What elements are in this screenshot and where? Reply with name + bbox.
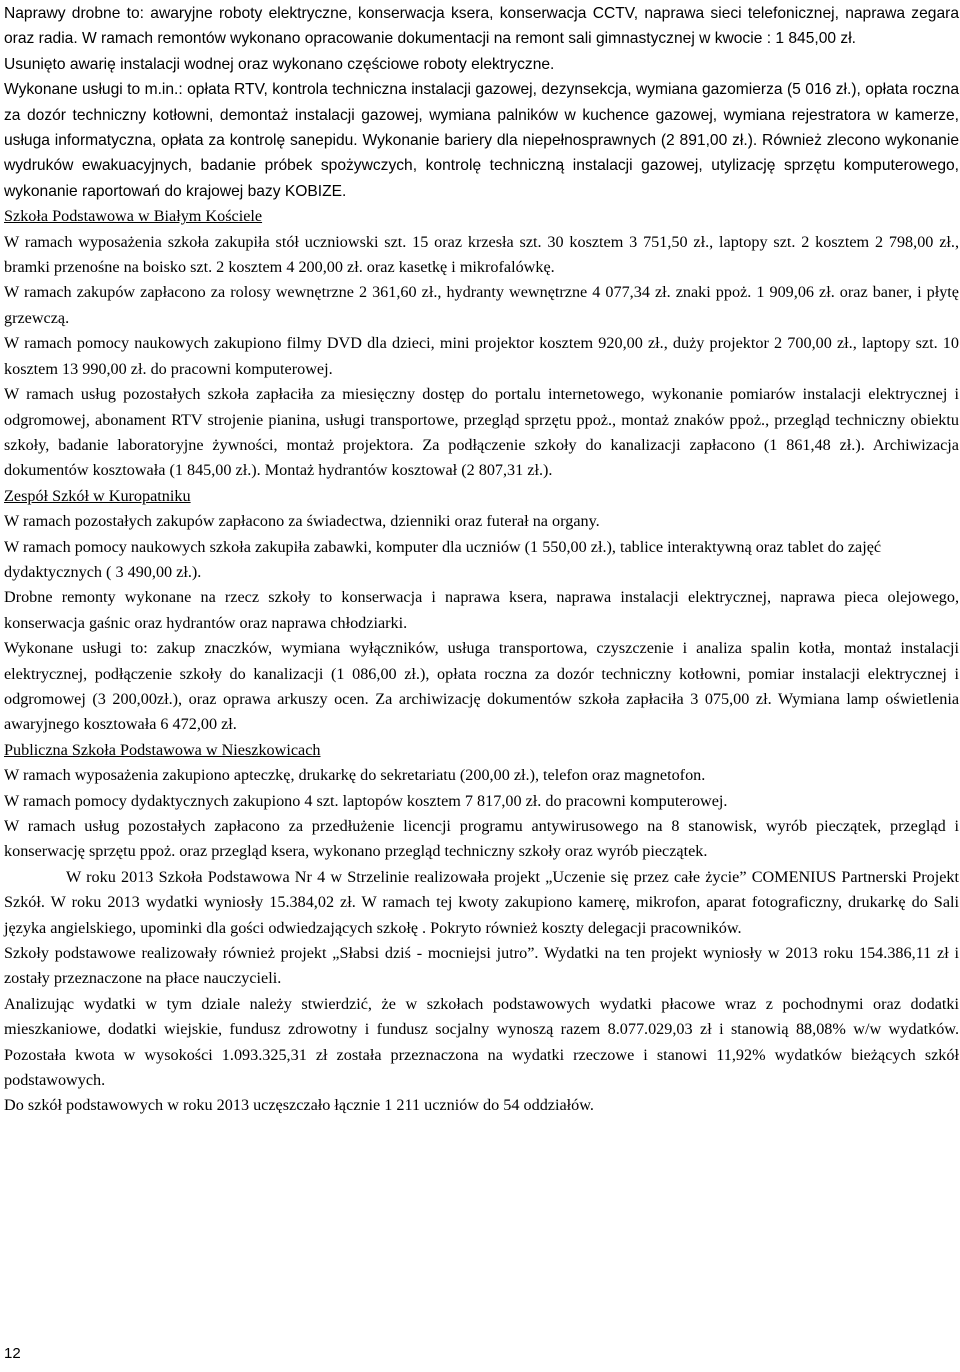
- paragraph: W ramach pomocy naukowych zakupiono filmy DVD dla dzieci, mini projektor kosztem 920,00 zł., duży projektor 2 700,00 zł., laptopy szt. 10 kosztem 13 990,00 zł. do pracowni komputerowej.: [4, 334, 959, 378]
- paragraph: W ramach pozostałych zakupów zapłacono za świadectwa, dzienniki oraz futerał na organy.: [4, 512, 600, 531]
- paragraph: Szkoły podstawowe realizowały również projekt „Słabsi dziś - mocniejsi jutro”. Wydatki na ten projekt wyniosły w 2013 roku 154.386,11 zł i zostały przeznaczone na płace nauczycieli.: [4, 944, 959, 988]
- section-heading: Zespół Szkół w Kuropatniku: [4, 486, 191, 505]
- page-number: 12: [4, 1345, 21, 1362]
- paragraph: W ramach pomocy dydaktycznych zakupiono 4 szt. laptopów kosztem 7 817,00 zł. do pracowni komputerowej.: [4, 791, 728, 810]
- paragraph: W ramach usług pozostałych szkoła zapłaciła za miesięczny dostęp do portalu internetowego, wykonanie pomiarów instalacji elektrycznej i odgromowej, abonament RTV strojenie pianina, usługi transportowe, przegląd sprzętu ppoż., montaż znaków ppoż., przegląd techniczny obiektu szkoły, badanie laboratoryjne żywności, montaż projektora. Za podłączenie szkoły do kanalizacji zapłacono (1 861,48 zł.). Archiwizacja dokumentów kosztowała (1 845,00 zł.). Montaż hydrantów kosztował (2 807,31 zł.).: [4, 385, 959, 480]
- paragraph: Naprawy drobne to: awaryjne roboty elektryczne, konserwacja ksera, konserwacja CCTV, naprawa sieci telefonicznej, naprawa zegara oraz radia. W ramach remontów wykonano opracowanie dokumentacji na remont sali gimnastycznej w kwocie : 1 845,00 zł.: [4, 5, 959, 48]
- paragraph: Usunięto awarię instalacji wodnej oraz wykonano częściowe roboty elektryczne.: [4, 55, 555, 73]
- section-heading: Publiczna Szkoła Podstawowa w Nieszkowicach: [4, 740, 321, 759]
- section-heading: Szkoła Podstawowa w Białym Kościele: [4, 207, 263, 226]
- paragraph: W ramach usług pozostałych zapłacono za przedłużenie licencji programu antywirusowego na 8 stanowisk, wyrób pieczątek, przegląd i konserwację sprzętu ppoż. oraz przegląd ksera, wykonano przegląd techniczny szkoły oraz wyrób pieczątek.: [4, 817, 959, 861]
- paragraph: Do szkół podstawowych w roku 2013 uczęszczało łącznie 1 211 uczniów do 54 oddziałów.: [4, 1096, 594, 1115]
- indented-paragraph: W roku 2013 Szkoła Podstawowa Nr 4 w Strzelinie realizowała projekt „Uczenie się przez całe życie” COMENIUS Partnerski Projekt Szkół. W roku 2013 wydatki wyniosły 15.384,02 zł. W ramach tej kwoty zakupiono kamerę, mikrofon, aparat fotograficzny, drukarkę do Sali języka angielskiego, upominki dla gości odwiedzających szkołę . Pokryto również koszty delegacji pracowników.: [4, 867, 959, 937]
- paragraph: Drobne remonty wykonane na rzecz szkoły to konserwacja i naprawa ksera, naprawa instalacji elektrycznej, naprawa pieca olejowego, konserwacja gaśnic oraz hydrantów oraz naprawa chłodziarki.: [4, 588, 959, 632]
- document-body: [4, 1, 959, 1119]
- paragraph: W ramach wyposażenia szkoła zakupiła stół uczniowski szt. 15 oraz krzesła szt. 30 kosztem 3 751,50 zł., laptopy szt. 2 kosztem 2 798,00 zł., bramki przenośne na boisko szt. 2 kosztem 4 200,00 zł. oraz kasetkę i mikrofalówkę.: [4, 232, 959, 277]
- paragraph: W ramach zakupów zapłacono za rolosy wewnętrzne 2 361,60 zł., hydranty wewnętrzne 4 077,34 zł. znaki ppoż. 1 909,06 zł. oraz baner, i płytę grzewczą.: [4, 283, 959, 327]
- paragraph: Analizując wydatki w tym dziale należy stwierdzić, że w szkołach podstawowych wydatki płacowe wraz z pochodnymi oraz dodatki mieszkaniowe, dodatki wiejskie, fundusz zdrowotny i fundusz socjalny wynoszą razem 8.077.029,03 zł i stanowią 88,08% w/w wydatków. Pozostała kwota w wysokości 1.093.325,31 zł została przeznaczona na wydatki rzeczowe i stanowi 11,92% wydatków bieżących szkół podstawowych.: [4, 994, 959, 1090]
- paragraph: W ramach wyposażenia zakupiono apteczkę, drukarkę do sekretariatu (200,00 zł.), telefon oraz magnetofon.: [4, 766, 706, 785]
- paragraph: Wykonane usługi to m.in.: opłata RTV, kontrola techniczna instalacji gazowej, dezynsekcja, wymiana gazomierza (5 016 zł.), opłata roczna za dozór techniczny kotłowni, demontaż instalacji gazowej, wymiana palników w kuchence gazowej, wymiana rejestratora w kamerze, usługa informatyczna, opłata za kontrolę sanepidu. Wykonanie bariery dla niepełnosprawnych (2 891,00 zł.). Również zlecono wykonanie wydruków ewakuacyjnych, badanie próbek spożywczych, kontrolę techniczną instalacji gazowej, utylizację sprzętu komputerowego, wykonanie raportowań do krajowej bazy KOBIZE.: [4, 81, 959, 200]
- paragraph: W ramach pomocy naukowych szkoła zakupiła zabawki, komputer dla uczniów (1 550,00 zł.), tablice interaktywną oraz tablet do zajęć dydaktycznych ( 3 490,00 zł.).: [4, 537, 882, 581]
- paragraph: Wykonane usługi to: zakup znaczków, wymiana wyłączników, usługa transportowa, czyszczenie i analiza spalin kotła, montaż instalacji elektrycznej, podłączenie szkoły do kanalizacji (1 086,00 zł.), opłata roczna za dozór techniczny kotłowni, pomiar instalacji elektrycznej i odgromowej (3 200,00zł.), oraz oprawa arkuszy ocen. Za archiwizację dokumentów szkoła zapłaciła 3 075,00 zł. Wymiana lamp oświetlenia awaryjnego kosztowała 6 472,00 zł.: [4, 639, 959, 734]
